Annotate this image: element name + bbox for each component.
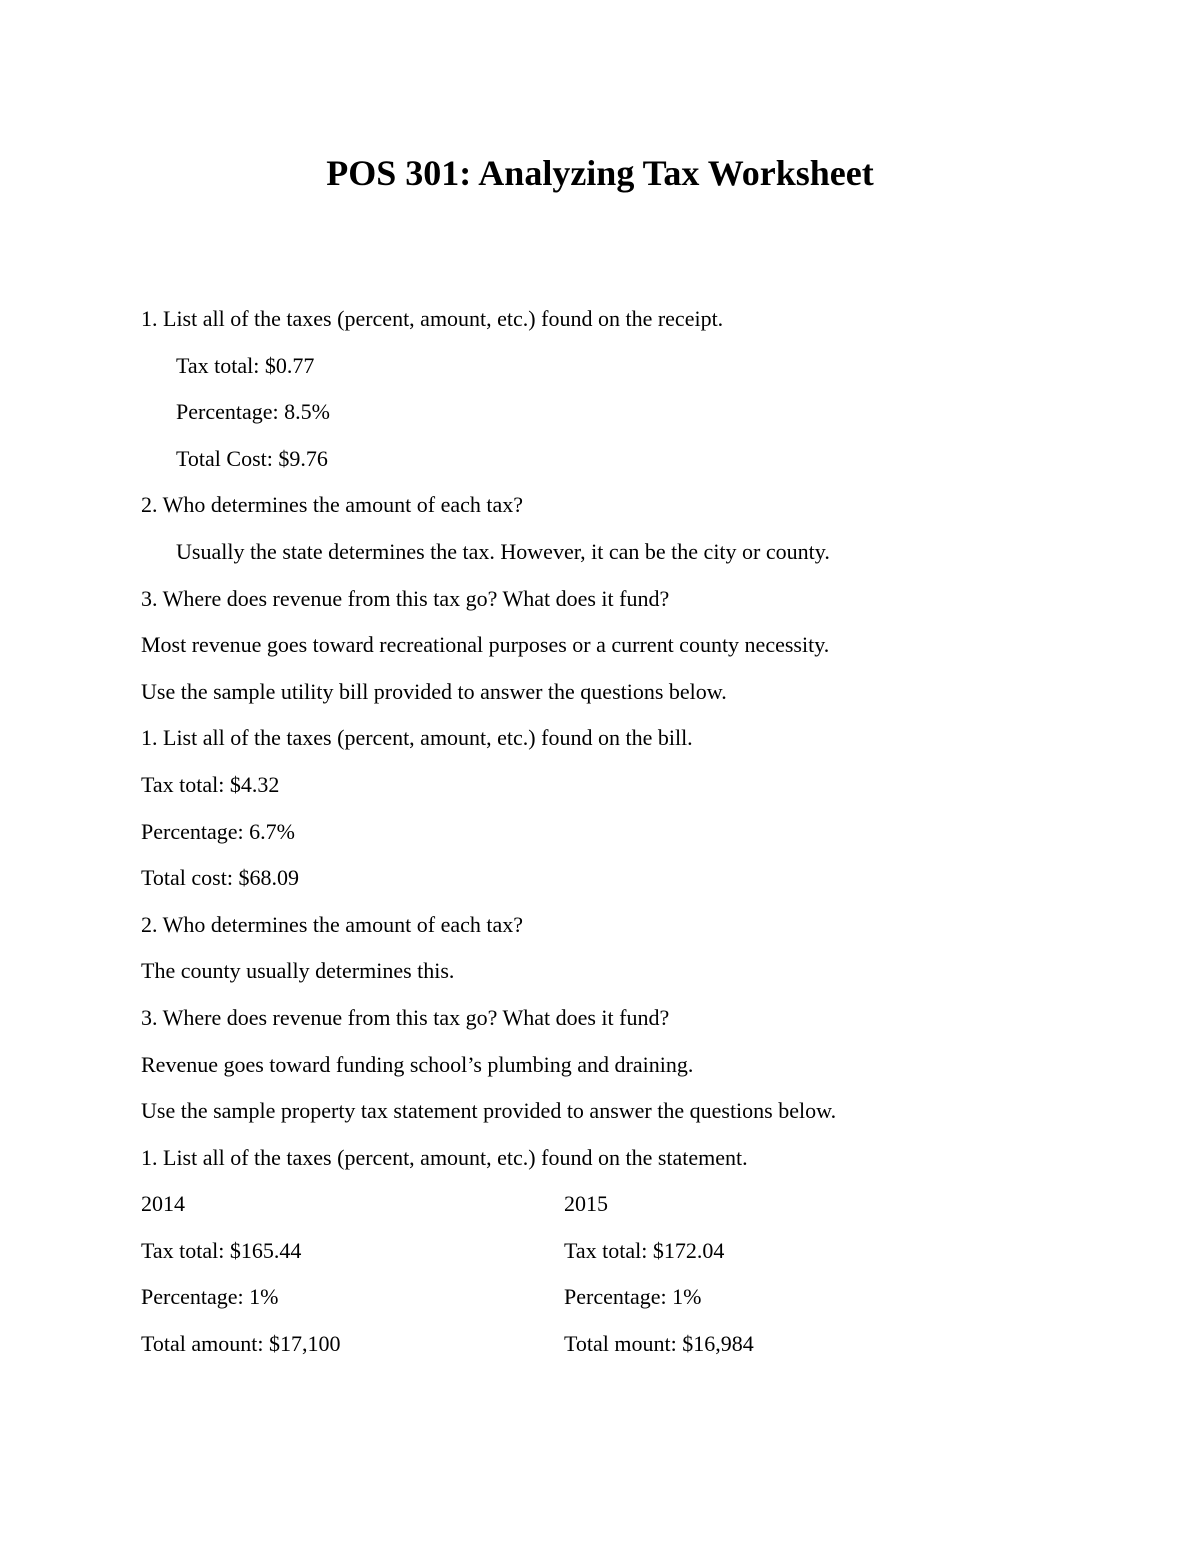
- property-total-amount-right: Total mount: $16,984: [564, 1331, 754, 1357]
- property-year-right: 2015: [564, 1191, 608, 1217]
- receipt-answer-tax-total: Tax total: $0.77: [176, 352, 315, 378]
- receipt-question-2: 2. Who determines the amount of each tax?: [141, 492, 524, 518]
- worksheet-body: [141, 296, 1101, 1368]
- receipt-question-1: 1. List all of the taxes (percent, amount, etc.) found on the receipt.: [141, 306, 724, 331]
- utility-question-3: 3. Where does revenue from this tax go? What does it fund?: [141, 1004, 670, 1030]
- property-tax-total-right: Tax total: $172.04: [564, 1237, 725, 1263]
- utility-answer-2: The county usually determines this.: [141, 958, 455, 984]
- utility-question-2: 2. Who determines the amount of each tax?: [141, 911, 524, 937]
- utility-answer-tax-total: Tax total: $4.32: [141, 771, 280, 797]
- receipt-answer-percentage: Percentage: 8.5%: [176, 399, 330, 425]
- property-question-1: 1. List all of the taxes (percent, amount, etc.) found on the statement.: [141, 1144, 748, 1170]
- property-percentage-left: Percentage: 1%: [141, 1284, 279, 1310]
- receipt-answer-3: Most revenue goes toward recreational purposes or a current county necessity.: [141, 632, 830, 658]
- receipt-answer-total-cost: Total Cost: $9.76: [176, 445, 328, 471]
- property-column-2014: [141, 1181, 564, 1367]
- property-year-left: 2014: [141, 1191, 185, 1217]
- utility-answer-percentage: Percentage: 6.7%: [141, 818, 295, 844]
- utility-answer-3: Revenue goes toward funding school’s plumbing and draining.: [141, 1051, 694, 1077]
- utility-answer-total-cost: Total cost: $68.09: [141, 865, 299, 891]
- page-title: POS 301: Analyzing Tax Worksheet: [326, 153, 874, 193]
- utility-question-1: 1. List all of the taxes (percent, amount, etc.) found on the bill.: [141, 725, 693, 751]
- property-percentage-right: Percentage: 1%: [564, 1284, 702, 1310]
- property-columns: [141, 1181, 1101, 1367]
- property-column-2015: [564, 1181, 964, 1367]
- property-total-amount-left: Total amount: $17,100: [141, 1331, 341, 1357]
- utility-intro: Use the sample utility bill provided to answer the questions below.: [141, 678, 727, 704]
- receipt-question-3: 3. Where does revenue from this tax go? What does it fund?: [141, 585, 670, 611]
- property-intro: Use the sample property tax statement provided to answer the questions below.: [141, 1098, 837, 1124]
- property-tax-total-left: Tax total: $165.44: [141, 1237, 302, 1263]
- receipt-answer-2: Usually the state determines the tax. However, it can be the city or county.: [176, 538, 830, 564]
